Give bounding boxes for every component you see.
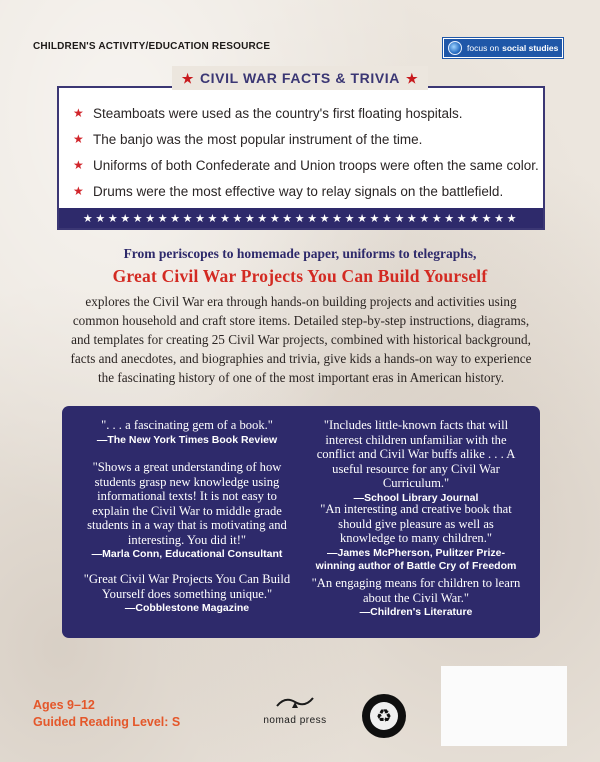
star-bullet-icon: ★ bbox=[73, 106, 84, 120]
recycle-icon: ♻ bbox=[362, 694, 406, 738]
review-quote: "Great Civil War Projects You Can Build Yourself does something unique." bbox=[83, 572, 291, 601]
facts-title-text: CIVIL WAR FACTS & TRIVIA bbox=[199, 69, 401, 86]
star-bullet-icon: ★ bbox=[73, 158, 84, 172]
top-bar bbox=[33, 38, 563, 60]
fact-item bbox=[73, 100, 543, 126]
globe-icon bbox=[448, 41, 462, 55]
review bbox=[310, 502, 522, 573]
star-bullet-icon: ★ bbox=[73, 184, 84, 198]
review-source: —Marla Conn, Educational Consultant bbox=[91, 548, 283, 560]
review bbox=[82, 418, 292, 447]
review-source: —School Library Journal bbox=[353, 491, 479, 504]
review bbox=[82, 460, 292, 561]
compass-icon bbox=[275, 694, 315, 710]
fact-text: Steamboats were used as the country's first floating hospitals. bbox=[93, 105, 463, 121]
star-bullet-icon: ★ bbox=[73, 132, 84, 146]
review bbox=[310, 418, 522, 505]
fact-list bbox=[59, 88, 543, 204]
fact-item bbox=[73, 152, 543, 178]
review-source: —Cobblestone Magazine bbox=[124, 602, 250, 614]
barcode-area bbox=[441, 666, 567, 746]
facts-title bbox=[172, 66, 428, 90]
stars-band: ★★★★★★★★★★★★★★★★★★★★★★★★★★★★★★★★★★★ bbox=[59, 208, 543, 228]
category-label: CHILDREN'S ACTIVITY/EDUCATION RESOURCE bbox=[33, 41, 271, 52]
series-badge bbox=[443, 38, 563, 58]
fact-text: Uniforms of both Confederate and Union troops were often the same color. bbox=[93, 157, 539, 173]
series-prefix: focus on bbox=[467, 43, 500, 53]
review-quote: "An interesting and creative book that should give pleasure as well as knowledge to many children." bbox=[320, 502, 512, 545]
fact-text: Drums were the most effective way to relay signals on the battlefield. bbox=[93, 183, 504, 199]
fact-item bbox=[73, 178, 543, 204]
review-quote: ". . . a fascinating gem of a book." bbox=[101, 418, 273, 432]
fact-text: The banjo was the most popular instrument of the time. bbox=[93, 131, 423, 147]
facts-box bbox=[57, 86, 545, 230]
review-source: —The New York Times Book Review bbox=[96, 433, 278, 446]
lead-text: From periscopes to homemade paper, uniforms to telegraphs, bbox=[123, 246, 477, 261]
description-body: explores the Civil War era through hands-on building projects and activities using common household and craft store items. Detailed step-by-step instructions, diagrams, and templates for creating 25 Civil War projects, combined with historical background, facts and anecdotes, and biographies and trivia, give kids a hands-on way to experience the fascinating history of one of the most important eras in American history. bbox=[70, 294, 532, 385]
age-info bbox=[33, 697, 180, 731]
review-quote: "An engaging means for children to learn about the Civil War." bbox=[311, 576, 521, 605]
review-quote: "Includes little-known facts that will interest children unfamiliar with the conflict and Civil War buffs alike . . . A useful resource for any Civil War Curriculum." bbox=[316, 418, 516, 490]
series-name: social studies bbox=[502, 43, 559, 53]
review bbox=[82, 572, 292, 615]
review bbox=[310, 576, 522, 619]
review-quote: "Shows a great understanding of how students grasp new knowledge using informational texts! It is not easy to explain the Civil War to middle grade students in a way that is motivating and interesting. You did it!" bbox=[87, 460, 287, 547]
age-range: Ages 9–12 bbox=[33, 698, 95, 712]
star-icon: ★ bbox=[181, 70, 194, 86]
review-source: —James McPherson, Pulitzer Prize-winning author of Battle Cry of Freedom bbox=[315, 546, 517, 572]
reading-level: Guided Reading Level: S bbox=[33, 715, 181, 729]
reviews-panel bbox=[62, 406, 540, 638]
publisher-logo bbox=[262, 694, 328, 726]
publisher-name: nomad press bbox=[263, 715, 327, 726]
book-title: Great Civil War Projects You Can Build Yourself bbox=[112, 266, 488, 286]
review-source: —Children's Literature bbox=[359, 606, 473, 618]
fact-item bbox=[73, 126, 543, 152]
star-icon: ★ bbox=[406, 70, 419, 86]
